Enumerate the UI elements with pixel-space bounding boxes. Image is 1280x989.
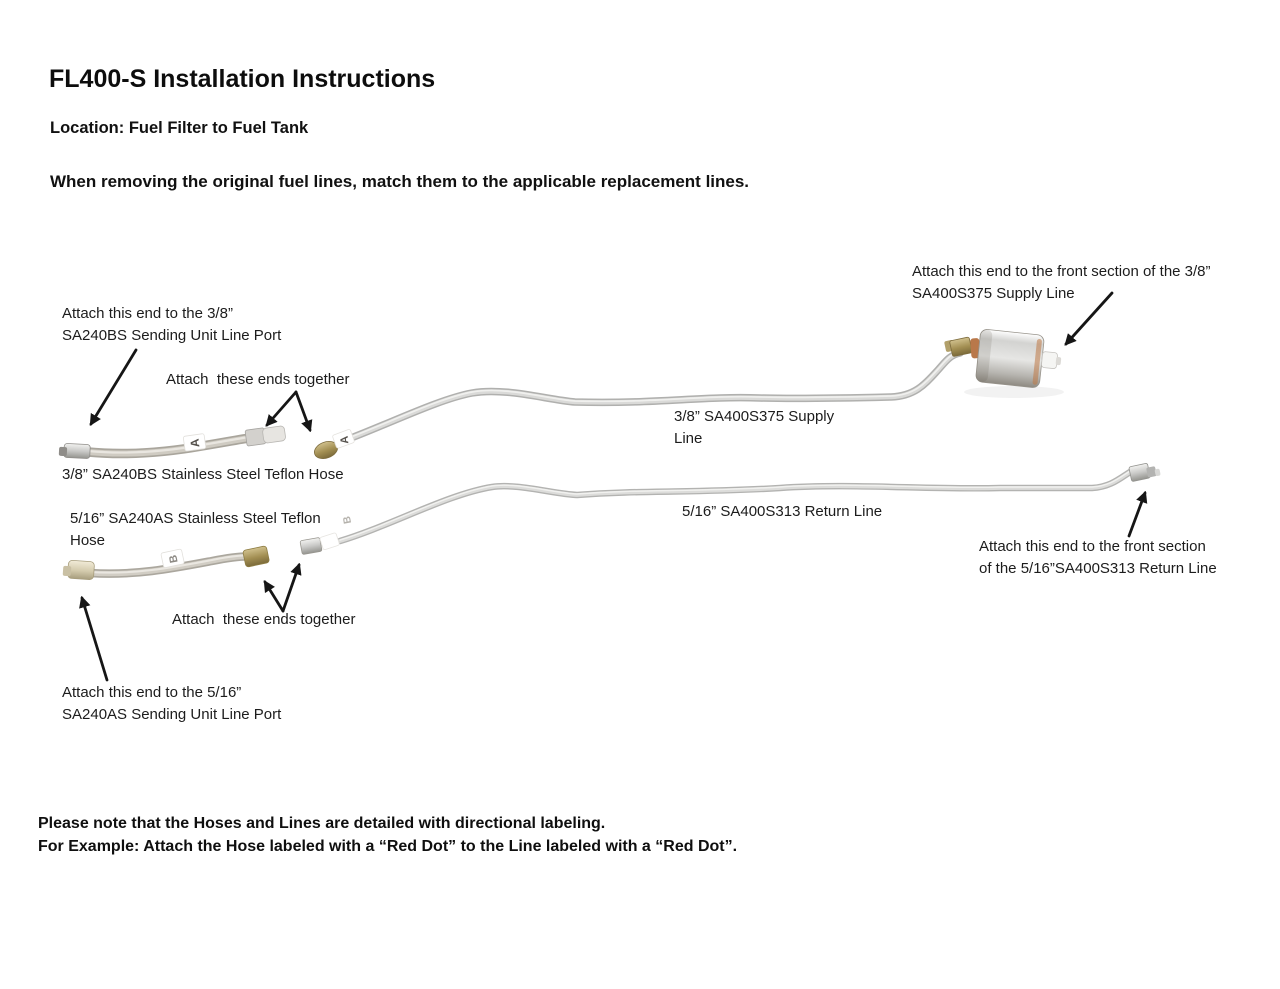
supply-line-photo [312,352,960,462]
annotation-return-attach-together: Attach these ends together [172,611,356,628]
supply-hose-caption: 3/8” SA240BS Stainless Steel Teflon Hose [62,466,344,483]
return-hose-left-fitting [67,560,94,580]
supply-line-label: 3/8” SA400S375 Supply Line [674,408,835,447]
fuel-filter [940,325,1064,398]
arrow-to-return-hose-right-end [265,582,283,611]
return-line-tag-letter: B [340,515,355,525]
annotation-supply-attach-together: Attach these ends together [166,371,350,388]
supply-hose-left-fitting [64,443,91,458]
supply-hose-tag-letter: A [187,437,203,449]
page-title: FL400-S Installation Instructions [49,65,436,93]
arrow-to-return-line-start [283,565,299,611]
return-hose-tag-letter: B [167,553,181,564]
supply-hose-right-fitting [262,426,286,444]
intro-line: When removing the original fuel lines, match them to the applicable replacement lines. [50,172,750,191]
arrow-to-supply-line-start [296,392,310,430]
filter-inlet-nut [949,337,972,357]
arrow-to-supply-hose-right-end [267,392,296,425]
filter-outlet-fitting [1041,351,1058,368]
note-red-dot-example: For Example: Attach the Hose labeled with a “Red Dot” to the Line labeled with a “Red Dot”. [38,838,738,855]
supply-hose-photo [59,426,286,459]
arrow-to-return-hose-left-end [82,598,107,680]
note-directional-labeling: Please note that the Hoses and Lines are detailed with directional labeling. [38,815,606,832]
arrow-to-supply-hose-left-end [91,350,136,424]
annotation-return-sending-port: Attach this end to the 5/16” SA240AS Sending Unit Line Port [62,684,282,723]
annotation-supply-sending-port: Attach this end to the 3/8” SA240BS Sending Unit Line Port [62,305,282,344]
location-line: Location: Fuel Filter to Fuel Tank [50,119,309,137]
annotation-return-front-section: Attach this end to the front section of the 5/16”SA400S313 Return Line [979,538,1217,577]
return-line-label: 5/16” SA400S313 Return Line [682,503,883,520]
supply-line-tag-letter: A [338,435,352,445]
arrow-to-return-line-end [1129,493,1145,536]
return-hose-caption: 5/16” SA240AS Stainless Steel Teflon Hose [70,510,321,549]
annotation-supply-front-section: Attach this end to the front section of the 3/8” SA400S375 Supply Line [912,263,1211,302]
